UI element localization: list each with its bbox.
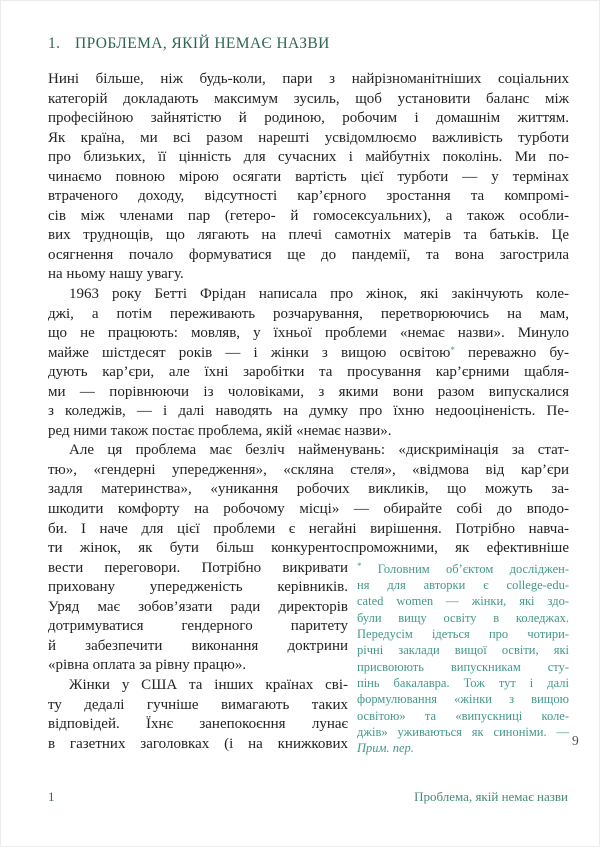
text-line: вих труднощів, що лягають на плечі самотніх матерів та батьків. Це [48, 227, 569, 244]
page-number: 9 [572, 733, 579, 748]
text-line: би. І наче для цієї проблеми є негайні вирішення. Потрібно навча- [48, 520, 569, 537]
text-line: приховану упередженість керівників. [48, 579, 348, 596]
page-footer [48, 789, 568, 805]
footer-chapter-number: 1 [48, 789, 55, 804]
text-line: вести переговори. Потрібно викривати [48, 559, 348, 576]
text-line: джів» уживаються як синоніми. — [357, 725, 569, 740]
text-line: про близьких, її цінність для сучасних і майбутніх поколінь. Ми по- [48, 149, 569, 166]
text-line: освітою» та «випускниці коле- [357, 708, 569, 723]
text-line: сів між членами пар (гетеро- й гомосексуальних), а також особли- [48, 207, 569, 224]
text-line: осягнення почало формуватися ще до пандемії, та вона загострила [48, 246, 569, 263]
text-line: Жінки у США та інших країнах сві- [69, 676, 348, 693]
text-line: відповідей. Їхнє занепокоєння лунає [48, 716, 348, 733]
text-line: й забезпечити виконання доктрини [48, 637, 348, 654]
chapter-number: 1. [48, 35, 61, 52]
text-line: Як країна, ми всі разом нарешті усвідомлюємо важливість турботи [48, 129, 569, 146]
paragraph-1 [48, 70, 569, 285]
text-line: ту дедалі гучніше вимагають таких [48, 696, 348, 713]
text-line: «рівна оплата за рівну працю». [48, 657, 247, 674]
text-line: Передусім ідеться про чотири- [357, 627, 569, 642]
text-line: присвоюють випускникам сту- [357, 659, 569, 674]
text-line: були вищу освіту в коледжах. [357, 610, 569, 625]
text-line: майже шістдесят років — і жінки з вищою освітою* переважно бу- [48, 344, 569, 361]
text-line: Прим. пер. [357, 741, 414, 756]
footnote-asterisk: * [450, 344, 455, 355]
text-line: дують кар’єри, але їхні заробітки та просування кар’єрними щабля- [48, 364, 569, 381]
text-wrap-region [48, 559, 569, 757]
text-line: Уряд має зобов’язати ради директорів [48, 598, 348, 615]
text-line: втраченого доходу, відсутності кар’єрного зростання та компромі- [48, 188, 569, 205]
text-line: дотримуватися гендерного паритету [48, 618, 348, 635]
text-line: шкодити комфорту на робочому місці» — обирайте собі до вподо- [48, 501, 569, 518]
text-line: ти жінок, як бути більш конкурентоспроможними, як ефективніше [48, 540, 569, 557]
paragraph-4 [48, 676, 348, 754]
text-line: тю», «гендерні упередження», «скляна стеля», «відмова від кар’єри [48, 461, 569, 478]
text-line: в газетних заголовках (і на книжкових [48, 735, 348, 752]
text-line: на ньому нашу увагу. [48, 266, 184, 283]
text-line: річні заклади вищої освіти, які [357, 643, 569, 658]
chapter-heading [48, 34, 569, 54]
text-line: Нині більше, ніж будь-коли, пари з найрізноманітніших соціальних [48, 71, 569, 87]
text-line: чинаємо повною мірою осягати вартість цієї турботи — у термінах [48, 168, 569, 185]
text-line: * Головним об’єктом досліджен- [357, 560, 569, 576]
footnote-asterisk: * [357, 560, 362, 571]
text-line: категорій докладають максимум зусиль, щоб установити баланс між [48, 90, 569, 107]
text-line: ред ними також постає проблема, якій «немає назви». [48, 422, 392, 439]
paragraph-3-narrow [48, 559, 348, 676]
text-line: що не працюють: мовляв, у їхньої проблеми «немає назви». Минуло [48, 325, 569, 342]
text-line: формулювання «жінки з вищою [357, 692, 569, 707]
narrow-text-column [48, 559, 348, 754]
footer-running-title: Проблема, якій немає назви [414, 789, 568, 804]
paragraph-3-wide [48, 441, 569, 558]
chapter-title: ПРОБЛЕМА, ЯКІЙ НЕМАЄ НАЗВИ [75, 35, 330, 52]
text-line: 1963 року Бетті Фрідан написала про жінок, які закінчують коле- [69, 286, 569, 303]
text-line: джі, а потім переживають розчарування, перетворюючись на мам, [48, 305, 569, 322]
text-line: cated women — жінки, які здо- [357, 594, 569, 609]
text-line: з коледжів, — і далі наводять на думку про їхню недооціненість. Пе- [48, 403, 569, 420]
translator-footnote [357, 561, 569, 757]
text-line: Але ця проблема має безліч найменувань: «дискримінація за стат- [69, 442, 569, 459]
text-line: ми — порівнюючи із чоловіками, з якими вони разом випускалися [48, 383, 569, 400]
text-line: ня для авторки є college-edu- [357, 578, 569, 593]
text-line: задля материнства», «уникання робочих викликів, що можуть за- [48, 481, 569, 498]
paragraph-2 [48, 285, 569, 441]
text-line: пінь бакалавра. Тож тут і далі [357, 676, 569, 691]
text-line: професійною зайнятістю й родиною, робочим і домашнім життям. [48, 110, 569, 127]
